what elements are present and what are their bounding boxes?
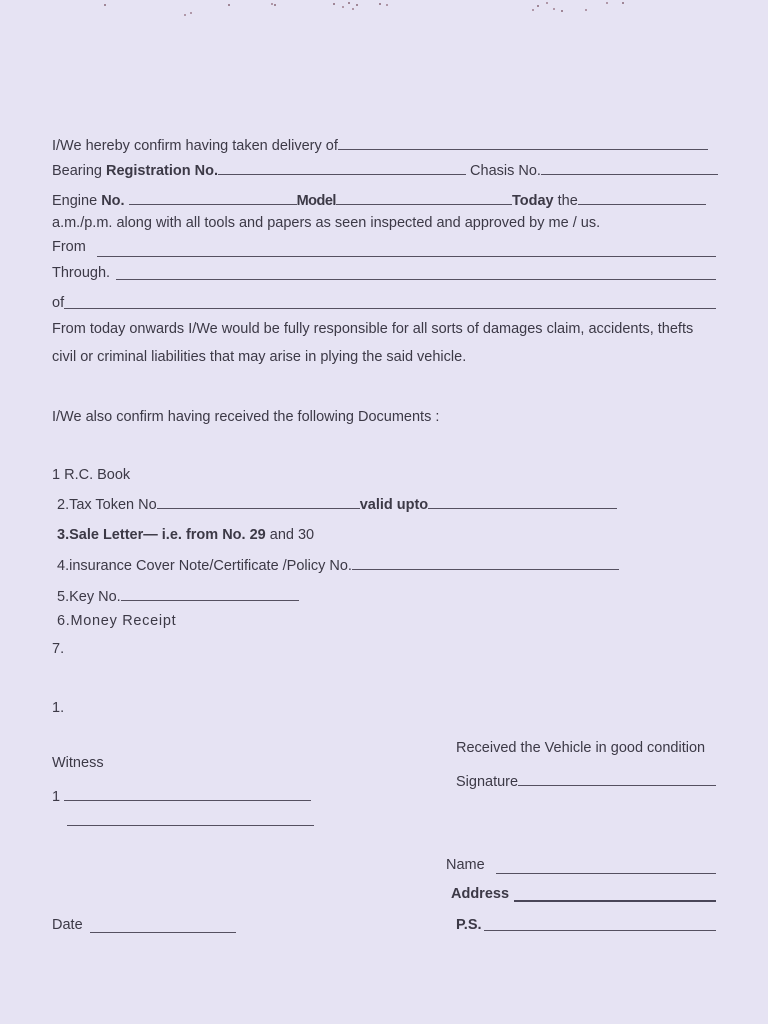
document-item-sale-letter: 3.Sale Letter— i.e. from No. 29 and 30 — [57, 527, 315, 543]
model-field[interactable] — [336, 191, 512, 205]
witness-line-1: 1 — [52, 787, 311, 806]
engine-no-field[interactable] — [129, 191, 297, 205]
chasis-no-field[interactable] — [541, 161, 718, 175]
witness-2-field[interactable] — [67, 825, 314, 826]
document-item-key-no: 5.Key No. — [57, 587, 299, 606]
valid-upto-field[interactable] — [428, 495, 617, 509]
document-item-7: 7. — [52, 641, 65, 657]
date-the-field[interactable] — [578, 191, 706, 205]
address-field[interactable] — [514, 900, 716, 902]
signature-field[interactable] — [518, 772, 716, 786]
tax-token-field[interactable] — [157, 495, 360, 509]
document-item-money-receipt: 6.Money Receipt — [57, 613, 177, 629]
from-label: From — [52, 239, 86, 255]
document-item-rc-book: 1 R.C. Book — [52, 467, 131, 483]
date-label: Date — [52, 917, 83, 933]
responsibility-text-1: From today onwards I/We would be fully responsible for all sorts of damages claim, accidents, thefts — [52, 321, 694, 337]
document-item-insurance: 4.insurance Cover Note/Certificate /Policy No. — [57, 556, 619, 575]
registration-no-field[interactable] — [218, 161, 466, 175]
received-condition-text: Received the Vehicle in good condition — [456, 740, 706, 756]
registration-line: Bearing Registration No. Chasis No. — [52, 161, 718, 180]
name-field[interactable] — [496, 873, 716, 874]
delivery-line: I/We hereby confirm having taken delivery of — [52, 136, 708, 155]
ampm-line: a.m./p.m. along with all tools and papers as seen inspected and approved by me / us. — [52, 215, 601, 231]
responsibility-text-2: civil or criminal liabilities that may arise in plying the said vehicle. — [52, 349, 467, 365]
witness-1-name-field[interactable] — [104, 787, 311, 801]
name-label: Name — [446, 857, 485, 873]
document-item-tax-token: 2.Tax Token No valid upto — [57, 495, 617, 514]
policy-no-field[interactable] — [352, 556, 619, 570]
through-field[interactable] — [116, 279, 716, 280]
witness-label: Witness — [52, 755, 104, 771]
address-label: Address — [451, 886, 510, 902]
key-no-field[interactable] — [121, 587, 299, 601]
ps-label: P.S. — [456, 917, 482, 933]
ps-field[interactable] — [484, 930, 716, 931]
of-field[interactable] — [64, 308, 716, 309]
blank-item-1: 1. — [52, 700, 65, 716]
through-label: Through. — [52, 265, 111, 281]
signature-line: Signature — [456, 772, 716, 791]
from-field[interactable] — [97, 256, 716, 257]
witness-1-short-field[interactable] — [64, 787, 104, 801]
engine-line: Engine No. Model Today the — [52, 191, 706, 210]
of-label: of — [52, 295, 65, 311]
documents-heading: I/We also confirm having received the following Documents : — [52, 409, 440, 425]
date-field[interactable] — [90, 932, 236, 933]
delivery-item-field[interactable] — [338, 136, 708, 150]
